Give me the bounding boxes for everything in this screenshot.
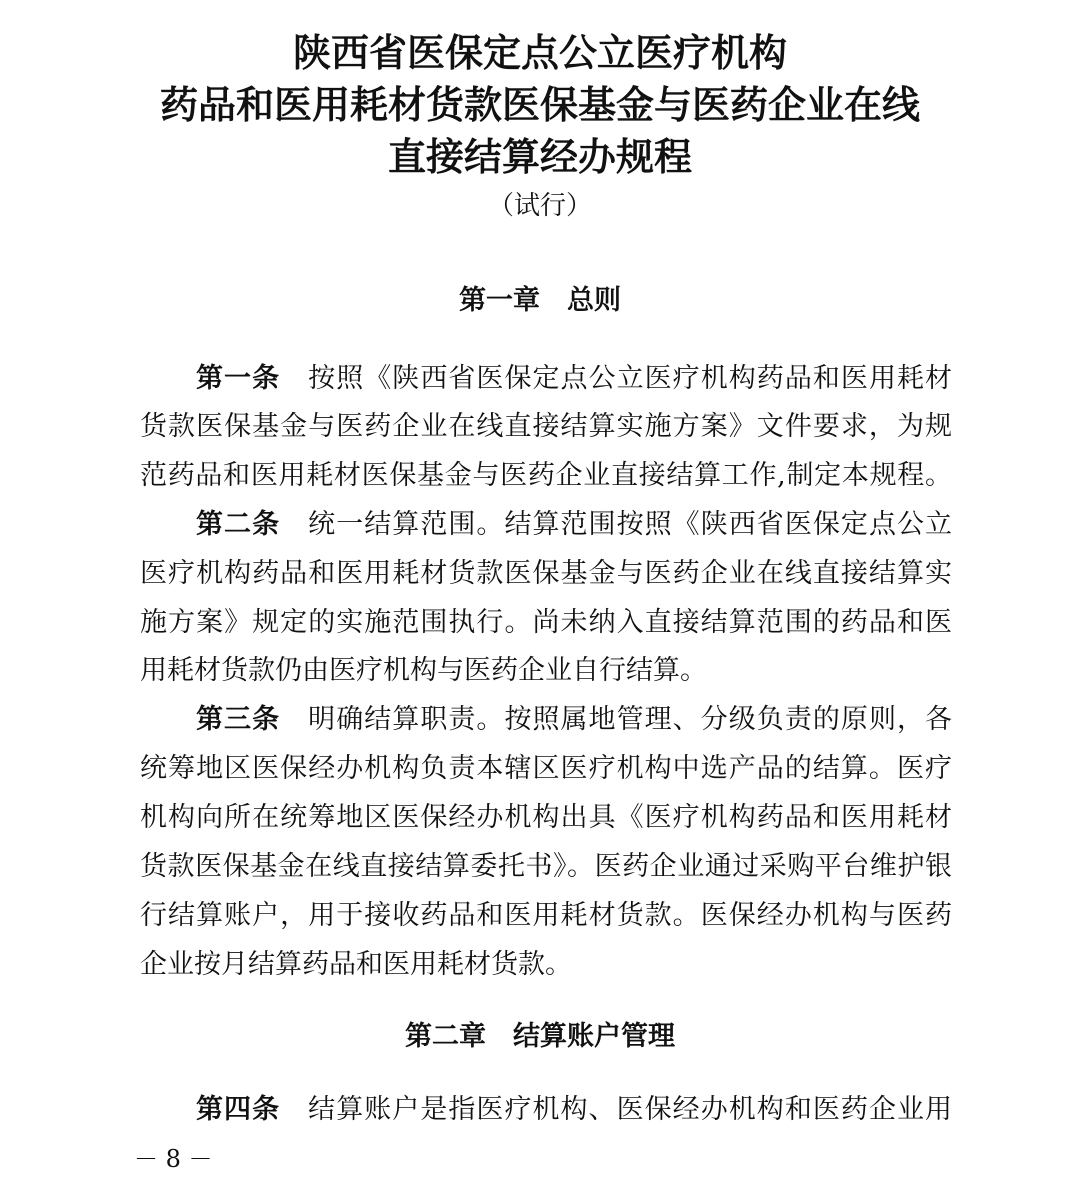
article-4-line-1 <box>196 1093 952 1127</box>
article-1-line-2: 货款医保基金与医药企业在线直接结算实施方案》文件要求，为规 <box>140 411 952 442</box>
article-3-text: 明确结算职责。按照属地管理、分级负责的原则，各 <box>308 704 953 735</box>
article-2-line-1 <box>196 508 952 542</box>
article-1-text: 按照《陕西省医保定点公立医疗机构药品和医用耗材 <box>308 363 953 394</box>
chapter-2-heading: 第二章 结算账户管理 <box>405 1021 675 1052</box>
page-number: － 8 － <box>134 1145 213 1173</box>
article-2-line-4: 用耗材货款仍由医疗机构与医药企业自行结算。 <box>140 655 707 686</box>
article-2-line-2: 医疗机构药品和医用耗材货款医保基金与医药企业在线直接结算实 <box>140 558 952 589</box>
article-2-label: 第二条 <box>196 509 281 540</box>
article-3-line-6: 企业按月结算药品和医用耗材货款。 <box>140 949 572 980</box>
article-3-line-1 <box>196 703 952 737</box>
article-4-label: 第四条 <box>196 1094 281 1125</box>
article-1-line-3: 范药品和医用耗材医保基金与医药企业直接结算工作,制定本规程。 <box>140 460 952 491</box>
document-title-line-1: 陕西省医保定点公立医疗机构 <box>292 31 787 75</box>
article-3-line-3: 机构向所在统筹地区医保经办机构出具《医疗机构药品和医用耗材 <box>140 802 952 833</box>
article-3-line-2: 统筹地区医保经办机构负责本辖区医疗机构中选产品的结算。医疗 <box>140 753 952 784</box>
article-3-line-4: 货款医保基金在线直接结算委托书》。医药企业通过采购平台维护银 <box>140 851 952 882</box>
document-title-line-2: 药品和医用耗材货款医保基金与医药企业在线 <box>159 83 920 127</box>
article-3-label: 第三条 <box>196 704 281 735</box>
article-4-text: 结算账户是指医疗机构、医保经办机构和医药企业用 <box>308 1094 953 1125</box>
article-2-text: 统一结算范围。结算范围按照《陕西省医保定点公立 <box>308 509 953 540</box>
document-title-line-3: 直接结算经办规程 <box>387 135 692 179</box>
chapter-1-heading: 第一章 总则 <box>459 285 621 316</box>
article-1-line-1 <box>196 362 952 396</box>
article-3-line-5: 行结算账户，用于接收药品和医用耗材货款。医保经办机构与医药 <box>140 900 952 931</box>
article-1-label: 第一条 <box>196 363 281 394</box>
article-2-line-3: 施方案》规定的实施范围执行。尚未纳入直接结算范围的药品和医 <box>140 607 952 638</box>
document-subtitle: （试行） <box>487 191 592 221</box>
